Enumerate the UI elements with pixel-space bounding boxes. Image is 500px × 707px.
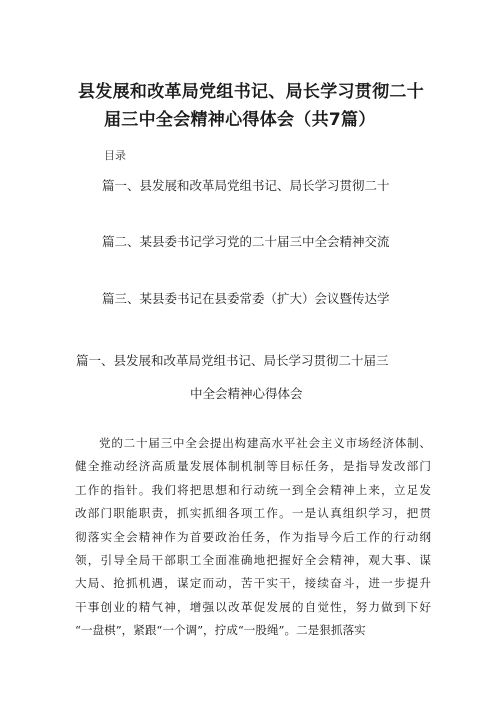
toc-item-2[interactable]: 篇二、某县委书记学习党的二十届三中全会精神交流 [102,234,390,249]
body-line: 大局、抢抓机遇，谋定而动，苦干实干，接续奋斗，进一步提升 [75,576,431,591]
body-line: “一盘棋”，紧跟“一个调”，拧成“一股绳”。二是狠抓落实 [75,623,366,638]
body-line: 工作的指针。我们将把思想和行动统一到全会精神上来，立足发 [75,482,431,497]
body-line: 健全推动经济高质量发展体制机制等目标任务，是指导发改部门 [75,459,431,474]
section-heading-line-1: 篇一、县发展和改革局党组书记、局长学习贯彻二十届三 [76,353,389,368]
body-line: 党的二十届三中全会提出构建高水平社会主义市场经济体制、 [99,436,431,450]
body-line: 改部门职能职责，抓实抓细各项工作。一是认真组织学习，把贯 [75,506,431,521]
document-title-line-1: 县发展和改革局党组书记、局长学习贯彻二十 [78,82,424,102]
toc-label: 目录 [104,149,126,162]
toc-item-3[interactable]: 篇三、某县委书记在县委常委（扩大）会议暨传达学 [102,291,390,306]
body-line: 领，引导全局干部职工全面准确地把握好全会精神，观大事、谋 [75,553,431,568]
document-title-line-2: 届三中全会精神心得体会（共7篇） [104,110,376,130]
body-line: 干事创业的精气神，增强以改革促发展的自觉性，努力做到下好 [75,599,431,614]
body-line: 彻落实全会精神作为首要政治任务，作为指导今后工作的行动纲 [75,529,431,544]
body-paragraph [75,432,431,643]
toc-item-1[interactable]: 篇一、县发展和改革局党组书记、局长学习贯彻二十 [102,178,390,193]
section-heading-line-2: 中全会精神心得体会 [190,386,303,401]
